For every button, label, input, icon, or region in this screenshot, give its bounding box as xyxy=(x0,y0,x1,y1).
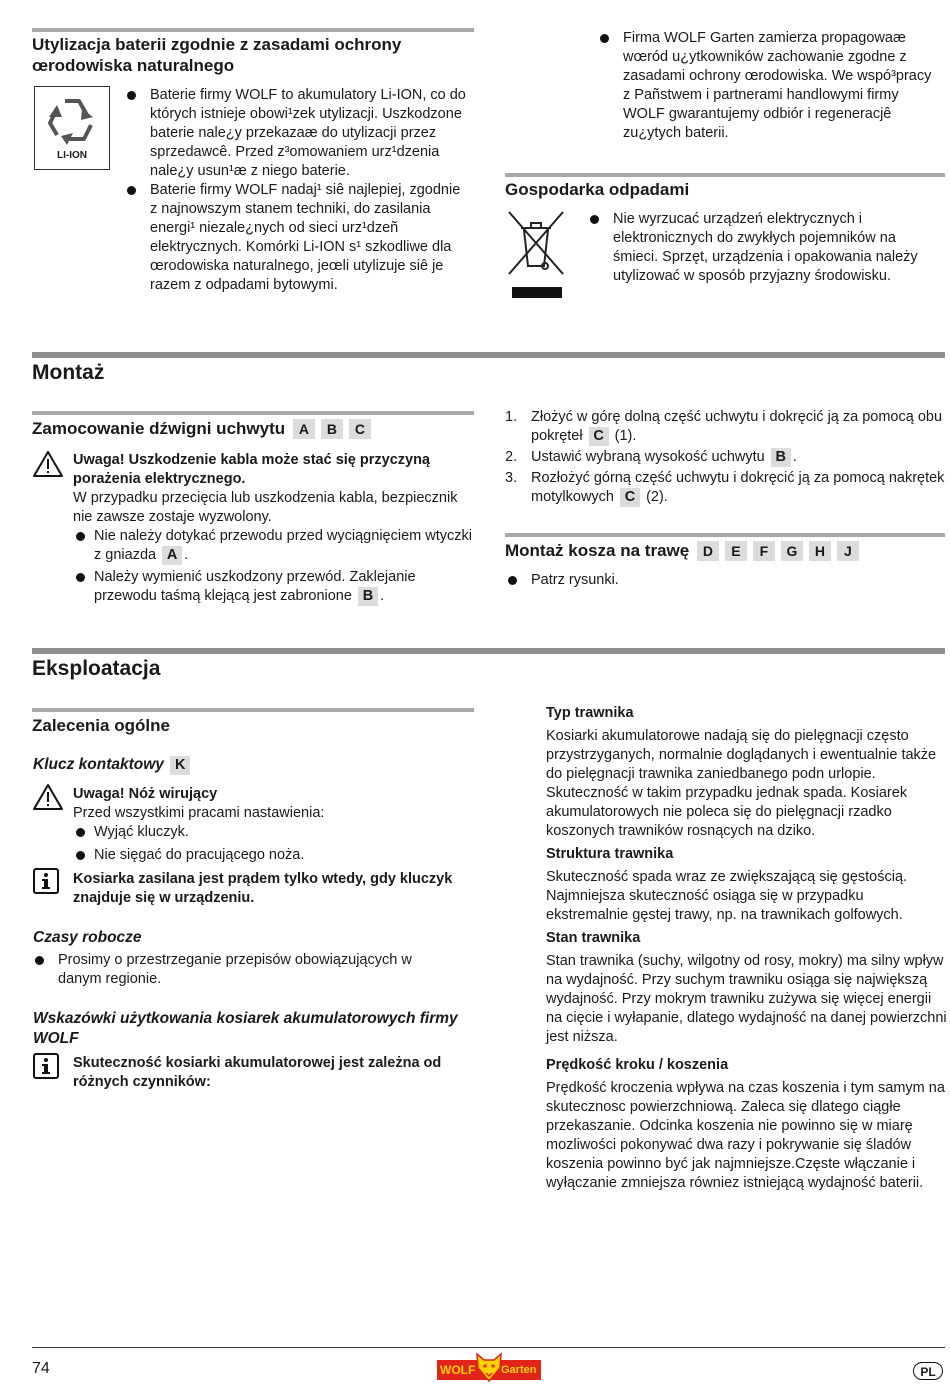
step-text: Ustawić wybraną wysokość uchwytu xyxy=(531,449,765,465)
lawn-state-text: Stan trawnika (suchy, wilgotny od rosy, mokry) ma silny wpływ na wydajność. Przy suchym trawniku osiąga się największą wydajność. Przy mokrym trawniku zużywa się więcej energii na cięcie i wyłapanie, dlatego wydajność na danej powierzchni jest niższa. xyxy=(546,953,947,1045)
times-bullet xyxy=(32,951,452,989)
step-number: 1. xyxy=(505,409,518,425)
lawn-type-heading: Typ trawnika xyxy=(546,705,634,721)
waste-heading: Gospodarka odpadami xyxy=(505,180,690,199)
figure-tag: J xyxy=(837,541,859,561)
wolf-head-icon xyxy=(475,1352,503,1382)
list-item: Nie należy dotykać przewodu przed wyciągnięciem wtyczki z gniazda A . xyxy=(73,527,473,565)
figure-tag: E xyxy=(725,541,747,561)
montaz-heading: Montaż xyxy=(32,361,105,384)
footer-rule xyxy=(32,1347,945,1348)
li-ion-recycle-icon xyxy=(34,86,110,170)
figure-tag: C xyxy=(589,427,609,446)
figure-tag: A xyxy=(293,419,315,439)
list-item: Baterie firmy WOLF to akumulatory Li-ION, co do których istnieje obowi¹zek utylizacji. Uszkodzone baterie nale¿y przekazaæ do utylizacji przez sprzedawcê. Przed z³omowaniem urz¹dzenia nale¿y usun¹æ z niego baterie. xyxy=(124,86,469,181)
basket-heading-text: Montaż kosza na trawę xyxy=(505,541,690,560)
basket-bullet xyxy=(505,571,935,590)
key-info: Kosiarka zasilana jest prądem tylko wtedy, gdy kluczyk znajduje się w urządzeniu. xyxy=(73,871,453,906)
list-item: Baterie firmy WOLF nadaj¹ siê najlepiej, zgodnie z najnowszym stanem techniki, do zasilania energi¹ niezale¿nych od sieci urz¹dzeñ elektrycznych. Komórki Li-ION s¹ szkodliwe dla œrodowiska naturalnego, jeœli utylizuje siê je razem z odpadami bytowymi. xyxy=(124,181,469,295)
section-rule xyxy=(32,352,945,358)
mount-steps xyxy=(505,408,945,507)
list-item-text: Nie należy dotykać przewodu przed wyciągnięciem wtyczki z gniazda xyxy=(94,528,472,563)
handle-heading xyxy=(32,418,374,439)
speed-text: Prędkość kroczenia wpływa na czas koszenia i tym samym na skutecznosc powierzchniową. Zaleca się dlatego ciągłe przekaszanie. Odcinka koszenia nie powinno się w miarę mozliwości pokonywać dwa razy i pokrywanie się śladów koszenia powinno być jak najmniejsze.Częste włączanie i wyłączanie zmniejsza równiez istniejącą wydajność baterii. xyxy=(546,1080,945,1191)
recycling-right-bullet xyxy=(597,29,937,143)
logo-garten-text: Garten xyxy=(501,1364,537,1376)
lawn-factors xyxy=(546,704,948,1193)
section-rule xyxy=(32,708,474,712)
warning-icon xyxy=(32,783,64,811)
section-rule xyxy=(32,28,474,32)
logo-wolf-text: WOLF xyxy=(440,1363,476,1377)
step-text: Złożyć w górę dolną część uchwytu i dokręcić ją za pomocą obu pokręteł xyxy=(531,409,943,444)
step-text: (2). xyxy=(646,489,668,505)
figure-tag: A xyxy=(162,546,182,565)
lawn-structure-text: Skuteczność spada wraz ze zwiększającą się gęstością. Najmniejsza skuteczność osiąga się w przypadku ekstremalnie gęstej trawy, np. na trawnikach golfowych. xyxy=(546,869,908,923)
list-item xyxy=(505,469,945,507)
list-item: Należy wymienić uszkodzony przewód. Zaklejanie przewodu taśmą klejącą jest zabronione B . xyxy=(73,568,473,606)
lawn-state-heading: Stan trawnika xyxy=(546,930,641,946)
language-badge xyxy=(913,1362,943,1380)
list-item: Wyjąć kluczyk. xyxy=(73,823,473,842)
eksploatacja-heading: Eksploatacja xyxy=(32,657,161,680)
list-item: Nie wyrzucać urządzeń elektrycznych i elektronicznych do zwykłych pojemników na śmieci. Sprzęt, urządzenia i opakowania należy utylizować w sposób przyjazny środowisku. xyxy=(587,210,937,286)
warning-text: W przypadku przecięcia lub uszkodzenia kabla, bezpiecznik nie zawsze zostaje wyzwolony. xyxy=(73,490,458,525)
recycling-heading: Utylizacja baterii zgodnie z zasadami ochrony œrodowiska naturalnego xyxy=(32,35,402,75)
tips-info: Skuteczność kosiarki akumulatorowej jest zależna od różnych czynników: xyxy=(73,1055,442,1090)
list-item: Patrz rysunki. xyxy=(505,571,935,590)
list-item: Nie sięgać do pracującego noża. xyxy=(73,846,473,865)
figure-tag: G xyxy=(781,541,803,561)
lawn-structure-heading: Struktura trawnika xyxy=(546,846,674,862)
section-rule xyxy=(32,411,474,415)
step-text: Rozłożyć górną część uchwytu i dokręcić ją za pomocą nakrętek motylkowych xyxy=(531,470,945,505)
info-icon xyxy=(33,868,59,894)
basket-heading xyxy=(505,540,862,561)
times-heading: Czasy robocze xyxy=(33,929,142,946)
step-number: 2. xyxy=(505,449,518,465)
waste-bullet xyxy=(587,210,937,286)
warning-icon xyxy=(32,450,64,478)
li-ion-label: LI-ION xyxy=(57,150,87,161)
figure-tag: B xyxy=(771,448,791,467)
step-number: 3. xyxy=(505,470,518,486)
figure-tag: C xyxy=(620,488,640,507)
figure-tag: B xyxy=(358,587,378,606)
speed-heading: Prędkość kroku / koszenia xyxy=(546,1057,729,1073)
crossed-bin-icon xyxy=(505,208,567,300)
figure-tag: H xyxy=(809,541,831,561)
key-heading-text: Klucz kontaktowy xyxy=(33,756,164,773)
figure-tag: F xyxy=(753,541,775,561)
figure-tag: B xyxy=(321,419,343,439)
key-heading xyxy=(33,755,192,775)
figure-tag: C xyxy=(349,419,371,439)
info-icon xyxy=(33,1053,59,1079)
list-item: Firma WOLF Garten zamierza propagowaæ wœród u¿ytkowników zachowanie zgodne z zasadami ochrony œrodowiska. We wspó³pracy z Pañstwem i partnerami handlowymi firmy WOLF gwarantujemy odbiór i regeneracjê zu¿ytych baterii. xyxy=(597,29,937,143)
language-code: PL xyxy=(920,1365,936,1379)
warning-text: Przed wszystkimi pracami nastawienia: xyxy=(73,805,325,821)
section-rule xyxy=(505,533,945,537)
knife-warning xyxy=(73,785,473,865)
figure-tag: D xyxy=(697,541,719,561)
warning-items xyxy=(73,823,473,865)
general-heading: Zalecenia ogólne xyxy=(32,716,170,735)
list-item xyxy=(505,448,945,467)
warning-bold: Uwaga! Uszkodzenie kabla może stać się przyczyną porażenia elektrycznego. xyxy=(73,452,430,487)
step-text: . xyxy=(792,449,797,465)
recycling-bullets xyxy=(124,86,469,295)
handle-heading-text: Zamocowanie dźwigni uchwytu xyxy=(32,419,286,438)
handle-warning xyxy=(73,451,473,606)
lawn-type-text: Kosiarki akumulatorowe nadają się do pielęgnacji często przystrzyganych, normalnie doglądanych i ewentualnie także do pielęgnacji trawnika zaniedbanego podn urlopie. Skuteczność w takim przypadku jednak spada. Kosiarek akumulatorowych nie poleca się do pielęgnacji rzadko koszonych trawników rosnących na dziko. xyxy=(546,728,937,839)
section-rule xyxy=(32,648,945,654)
figure-tag: K xyxy=(170,756,190,775)
section-rule xyxy=(505,173,945,177)
wolf-garten-logo xyxy=(437,1352,541,1384)
page-number: 74 xyxy=(32,1360,50,1377)
step-text: (1). xyxy=(614,428,637,444)
list-item xyxy=(505,408,945,446)
list-item-text: Należy wymienić uszkodzony przewód. Zaklejanie przewodu taśmą klejącą jest zabronione xyxy=(94,569,416,604)
list-item: Prosimy o przestrzeganie przepisów obowiązujących w danym regionie. xyxy=(32,951,452,989)
handle-bullets xyxy=(73,527,473,606)
warning-bold: Uwaga! Nóż wirujący xyxy=(73,786,218,802)
tips-heading: Wskazówki użytkowania kosiarek akumulatorowych firmy WOLF xyxy=(33,1010,458,1047)
